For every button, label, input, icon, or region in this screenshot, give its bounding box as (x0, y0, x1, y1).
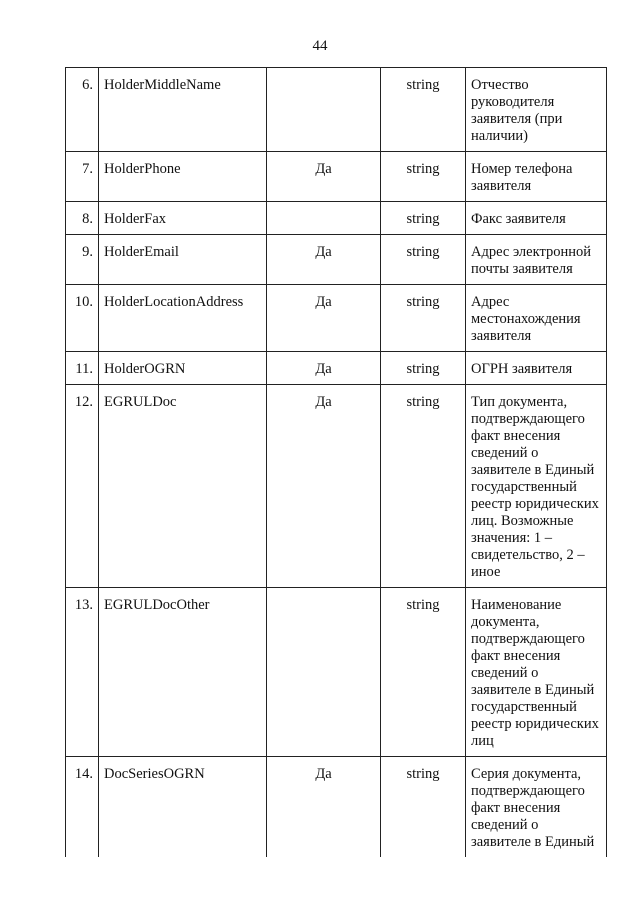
description-line: Номер телефона (471, 161, 573, 177)
description-cell (466, 152, 607, 202)
description-line: факт внесения (471, 428, 561, 444)
table-row (66, 152, 607, 202)
table-row (66, 68, 607, 152)
required-cell: Да (267, 385, 381, 588)
description-line: Серия документа, (471, 766, 582, 782)
description-line: Адрес (471, 294, 510, 310)
description-line: местонахождения (471, 311, 581, 327)
type-cell: string (381, 385, 466, 588)
field-name-cell: HolderEmail (99, 235, 267, 285)
field-name-cell: EGRULDocOther (99, 588, 267, 757)
description-line: заявителе в Единый (471, 834, 595, 850)
description-line: заявителе в Единый (471, 462, 595, 478)
description-line: заявителе в Единый (471, 682, 595, 698)
row-number-cell: 6. (66, 68, 99, 152)
description-line: реестр юридических (471, 496, 599, 512)
field-name-cell: HolderPhone (99, 152, 267, 202)
description-line: заявителя (471, 328, 532, 344)
table-row (66, 757, 607, 858)
description-line: Отчество (471, 77, 529, 93)
description-line: государственный (471, 699, 577, 715)
description-line: ОГРН заявителя (471, 361, 573, 377)
field-spec-table-body (66, 68, 607, 858)
required-cell (267, 588, 381, 757)
description-line: документа, (471, 614, 540, 630)
row-number-cell: 8. (66, 202, 99, 235)
description-line: подтверждающего (471, 631, 585, 647)
description-line: лиц. Возможные (471, 513, 574, 529)
row-number-cell: 11. (66, 352, 99, 385)
table-row (66, 352, 607, 385)
type-cell: string (381, 757, 466, 858)
row-number-cell: 7. (66, 152, 99, 202)
type-cell: string (381, 68, 466, 152)
field-name-cell: EGRULDoc (99, 385, 267, 588)
description-cell (466, 285, 607, 352)
description-line: факт внесения (471, 800, 561, 816)
description-line: заявителя (при (471, 111, 563, 127)
type-cell: string (381, 285, 466, 352)
type-cell: string (381, 352, 466, 385)
type-cell: string (381, 202, 466, 235)
table-row (66, 385, 607, 588)
description-line: факт внесения (471, 648, 561, 664)
table-row (66, 202, 607, 235)
row-number-cell: 9. (66, 235, 99, 285)
field-name-cell: HolderLocationAddress (99, 285, 267, 352)
description-line: значения: 1 – (471, 530, 553, 546)
description-line: почты заявителя (471, 261, 573, 277)
required-cell: Да (267, 235, 381, 285)
description-line: подтверждающего (471, 411, 585, 427)
description-line: заявителя (471, 178, 532, 194)
description-line: сведений о (471, 665, 539, 681)
row-number-cell: 13. (66, 588, 99, 757)
table-row (66, 285, 607, 352)
description-line: сведений о (471, 445, 539, 461)
field-name-cell: HolderOGRN (99, 352, 267, 385)
row-number-cell: 14. (66, 757, 99, 858)
required-cell: Да (267, 285, 381, 352)
row-number-cell: 10. (66, 285, 99, 352)
required-cell: Да (267, 152, 381, 202)
description-cell (466, 68, 607, 152)
field-name-cell: DocSeriesOGRN (99, 757, 267, 858)
description-cell (466, 352, 607, 385)
description-line: сведений о (471, 817, 539, 833)
table-row (66, 588, 607, 757)
description-line: Адрес электронной (471, 244, 591, 260)
field-name-cell: HolderFax (99, 202, 267, 235)
description-line: Наименование (471, 597, 562, 613)
description-line: государственный (471, 479, 577, 495)
required-cell: Да (267, 757, 381, 858)
description-cell (466, 588, 607, 757)
description-line: лиц (471, 733, 494, 749)
description-line: иное (471, 564, 501, 580)
type-cell: string (381, 235, 466, 285)
required-cell (267, 68, 381, 152)
page-number: 44 (312, 38, 328, 54)
type-cell: string (381, 588, 466, 757)
description-line: Тип документа, (471, 394, 568, 410)
description-line: свидетельство, 2 – (471, 547, 585, 563)
type-cell: string (381, 152, 466, 202)
description-cell (466, 757, 607, 858)
required-cell (267, 202, 381, 235)
field-name-cell: HolderMiddleName (99, 68, 267, 152)
description-line: реестр юридических (471, 716, 599, 732)
description-cell (466, 235, 607, 285)
row-number-cell: 12. (66, 385, 99, 588)
required-cell: Да (267, 352, 381, 385)
description-line: Факс заявителя (471, 211, 566, 227)
description-line: подтверждающего (471, 783, 585, 799)
description-line: руководителя (471, 94, 555, 110)
table-row (66, 235, 607, 285)
description-cell (466, 385, 607, 588)
description-cell (466, 202, 607, 235)
description-line: наличии) (471, 128, 528, 144)
field-spec-table (65, 67, 607, 857)
